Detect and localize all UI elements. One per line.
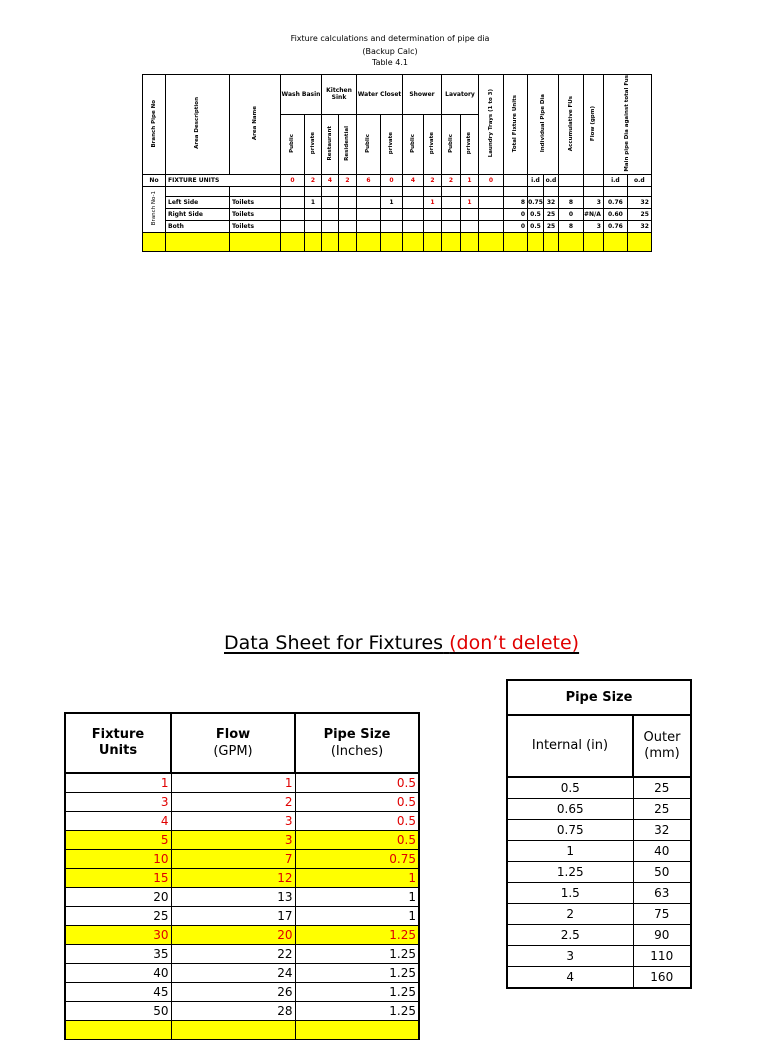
hdr-total-fixture-units: Total Fixture Units — [504, 75, 528, 175]
hdr-area-description: Area Description — [166, 75, 230, 175]
fu-value: 4 — [403, 174, 424, 186]
hdr-water-closet: Water Closet — [357, 75, 403, 115]
table-row: 1.25 50 — [507, 862, 691, 883]
calc-table-label: Table 4.1 — [372, 58, 408, 67]
table-row: 45 26 1.25 — [65, 983, 419, 1002]
calc-title: Fixture calculations and determination of pipe dia — [290, 34, 490, 43]
hdr-shower: Shower — [403, 75, 442, 115]
hdr-sh-private: private — [424, 114, 442, 174]
fixture-units-row — [143, 174, 652, 186]
pipe-size-table — [506, 679, 692, 989]
hdr-pipe-size: Pipe Size (Inches) — [295, 713, 419, 773]
hdr-accumulative-fus: Accumulative FUs — [559, 75, 584, 175]
hdr-sh-public: Public — [403, 114, 424, 174]
area-description: Both — [166, 220, 230, 232]
table-row: 50 28 1.25 — [65, 1002, 419, 1021]
fu-value: 0 — [479, 174, 504, 186]
table-row: 10 7 0.75 — [65, 850, 419, 869]
fu-value: 4 — [322, 174, 339, 186]
hdr-branch-pipe-no: Branch Pipe No — [143, 75, 166, 175]
table-row: 0.5 25 — [507, 777, 691, 799]
hdr-flow-gpm: Flow (gpm) — [584, 75, 604, 175]
id-label: i.d — [603, 174, 627, 186]
table-row: 35 22 1.25 — [65, 945, 419, 964]
table-row: 1 40 — [507, 841, 691, 862]
table-row: 30 20 1.25 — [65, 926, 419, 945]
table-row: Both Toilets 0 0.5 25 8 3 0.76 32 — [143, 220, 652, 232]
table-row: 3 2 0.5 — [65, 793, 419, 812]
fu-value: 6 — [357, 174, 381, 186]
data-sheet-warning: (don’t delete) — [449, 632, 580, 654]
area-name: Toilets — [230, 220, 281, 232]
table-row: 2.5 90 — [507, 925, 691, 946]
table-row: 4 3 0.5 — [65, 812, 419, 831]
table-row: 4 160 — [507, 967, 691, 989]
branch-label: Branch No-1 — [143, 186, 166, 232]
hdr-outer: Outer (mm) — [633, 715, 691, 777]
table-row: 20 13 1 — [65, 888, 419, 907]
id-label: i.d — [528, 174, 544, 186]
hdr-kitchen-sink: Kitchen Sink — [322, 75, 357, 115]
data-sheet-title-text: Data Sheet for Fixtures — [224, 632, 444, 654]
fu-value: 2 — [442, 174, 461, 186]
fixture-units-label: FIXTURE UNITS — [166, 174, 281, 186]
hdr-wash-basin: Wash Basin — [281, 75, 322, 115]
hdr-laundry-trays: Laundry Trays (1 to 3) — [479, 75, 504, 175]
table-row: 0.65 25 — [507, 799, 691, 820]
table-row: 1.5 63 — [507, 883, 691, 904]
hdr-wc-private: private — [381, 114, 403, 174]
hdr-wb-private: private — [305, 114, 322, 174]
fu-value: 2 — [339, 174, 357, 186]
highlight-row — [143, 232, 652, 251]
hdr-wb-public: Public — [281, 114, 305, 174]
table-row: Left Side Toilets 1 1 1 1 8 0.75 32 8 3 0.76 32 — [143, 196, 652, 208]
fu-value: 2 — [305, 174, 322, 186]
table-row: 2 75 — [507, 904, 691, 925]
hdr-internal: Internal (in) — [507, 715, 633, 777]
table-row: 25 17 1 — [65, 907, 419, 926]
od-label: o.d — [544, 174, 559, 186]
area-name: Toilets — [230, 196, 281, 208]
data-sheet-title — [224, 632, 579, 654]
table-row: 1 1 0.5 — [65, 773, 419, 793]
hdr-ks-restaurant: Restaurant — [322, 114, 339, 174]
calc-subtitle: (Backup Calc) — [362, 47, 418, 56]
fu-value: 1 — [461, 174, 479, 186]
hdr-flow: Flow (GPM) — [171, 713, 295, 773]
no-label: No — [143, 174, 166, 186]
hdr-lavatory: Lavatory — [442, 75, 479, 115]
hdr-ks-residential: Residential — [339, 114, 357, 174]
od-label: o.d — [627, 174, 651, 186]
hdr-area-name: Area Name — [230, 75, 281, 175]
area-name: Toilets — [230, 208, 281, 220]
table-row-partial — [65, 1021, 419, 1040]
hdr-main-pipe-dia: Main pipe Dia against total Fus — [603, 75, 651, 175]
table-row: 40 24 1.25 — [65, 964, 419, 983]
table-row: Right Side Toilets 0 0.5 25 0 #N/A 0.60 25 — [143, 208, 652, 220]
fu-value: 2 — [424, 174, 442, 186]
hdr-fixture-units: Fixture Units — [65, 713, 171, 773]
area-description: Left Side — [166, 196, 230, 208]
hdr-lav-public: Public — [442, 114, 461, 174]
fu-value: 0 — [381, 174, 403, 186]
fixture-calc-table — [142, 74, 652, 252]
pipe-size-title: Pipe Size — [507, 680, 691, 715]
fixture-flow-table — [64, 712, 420, 1040]
hdr-individual-pipe-dia: Individual Pipe Dia — [528, 75, 559, 175]
fu-value: 0 — [281, 174, 305, 186]
table-row: 3 110 — [507, 946, 691, 967]
hdr-wc-public: Public — [357, 114, 381, 174]
table-row: 5 3 0.5 — [65, 831, 419, 850]
area-description: Right Side — [166, 208, 230, 220]
table-row: 15 12 1 — [65, 869, 419, 888]
table-row: 0.75 32 — [507, 820, 691, 841]
hdr-lav-private: private — [461, 114, 479, 174]
